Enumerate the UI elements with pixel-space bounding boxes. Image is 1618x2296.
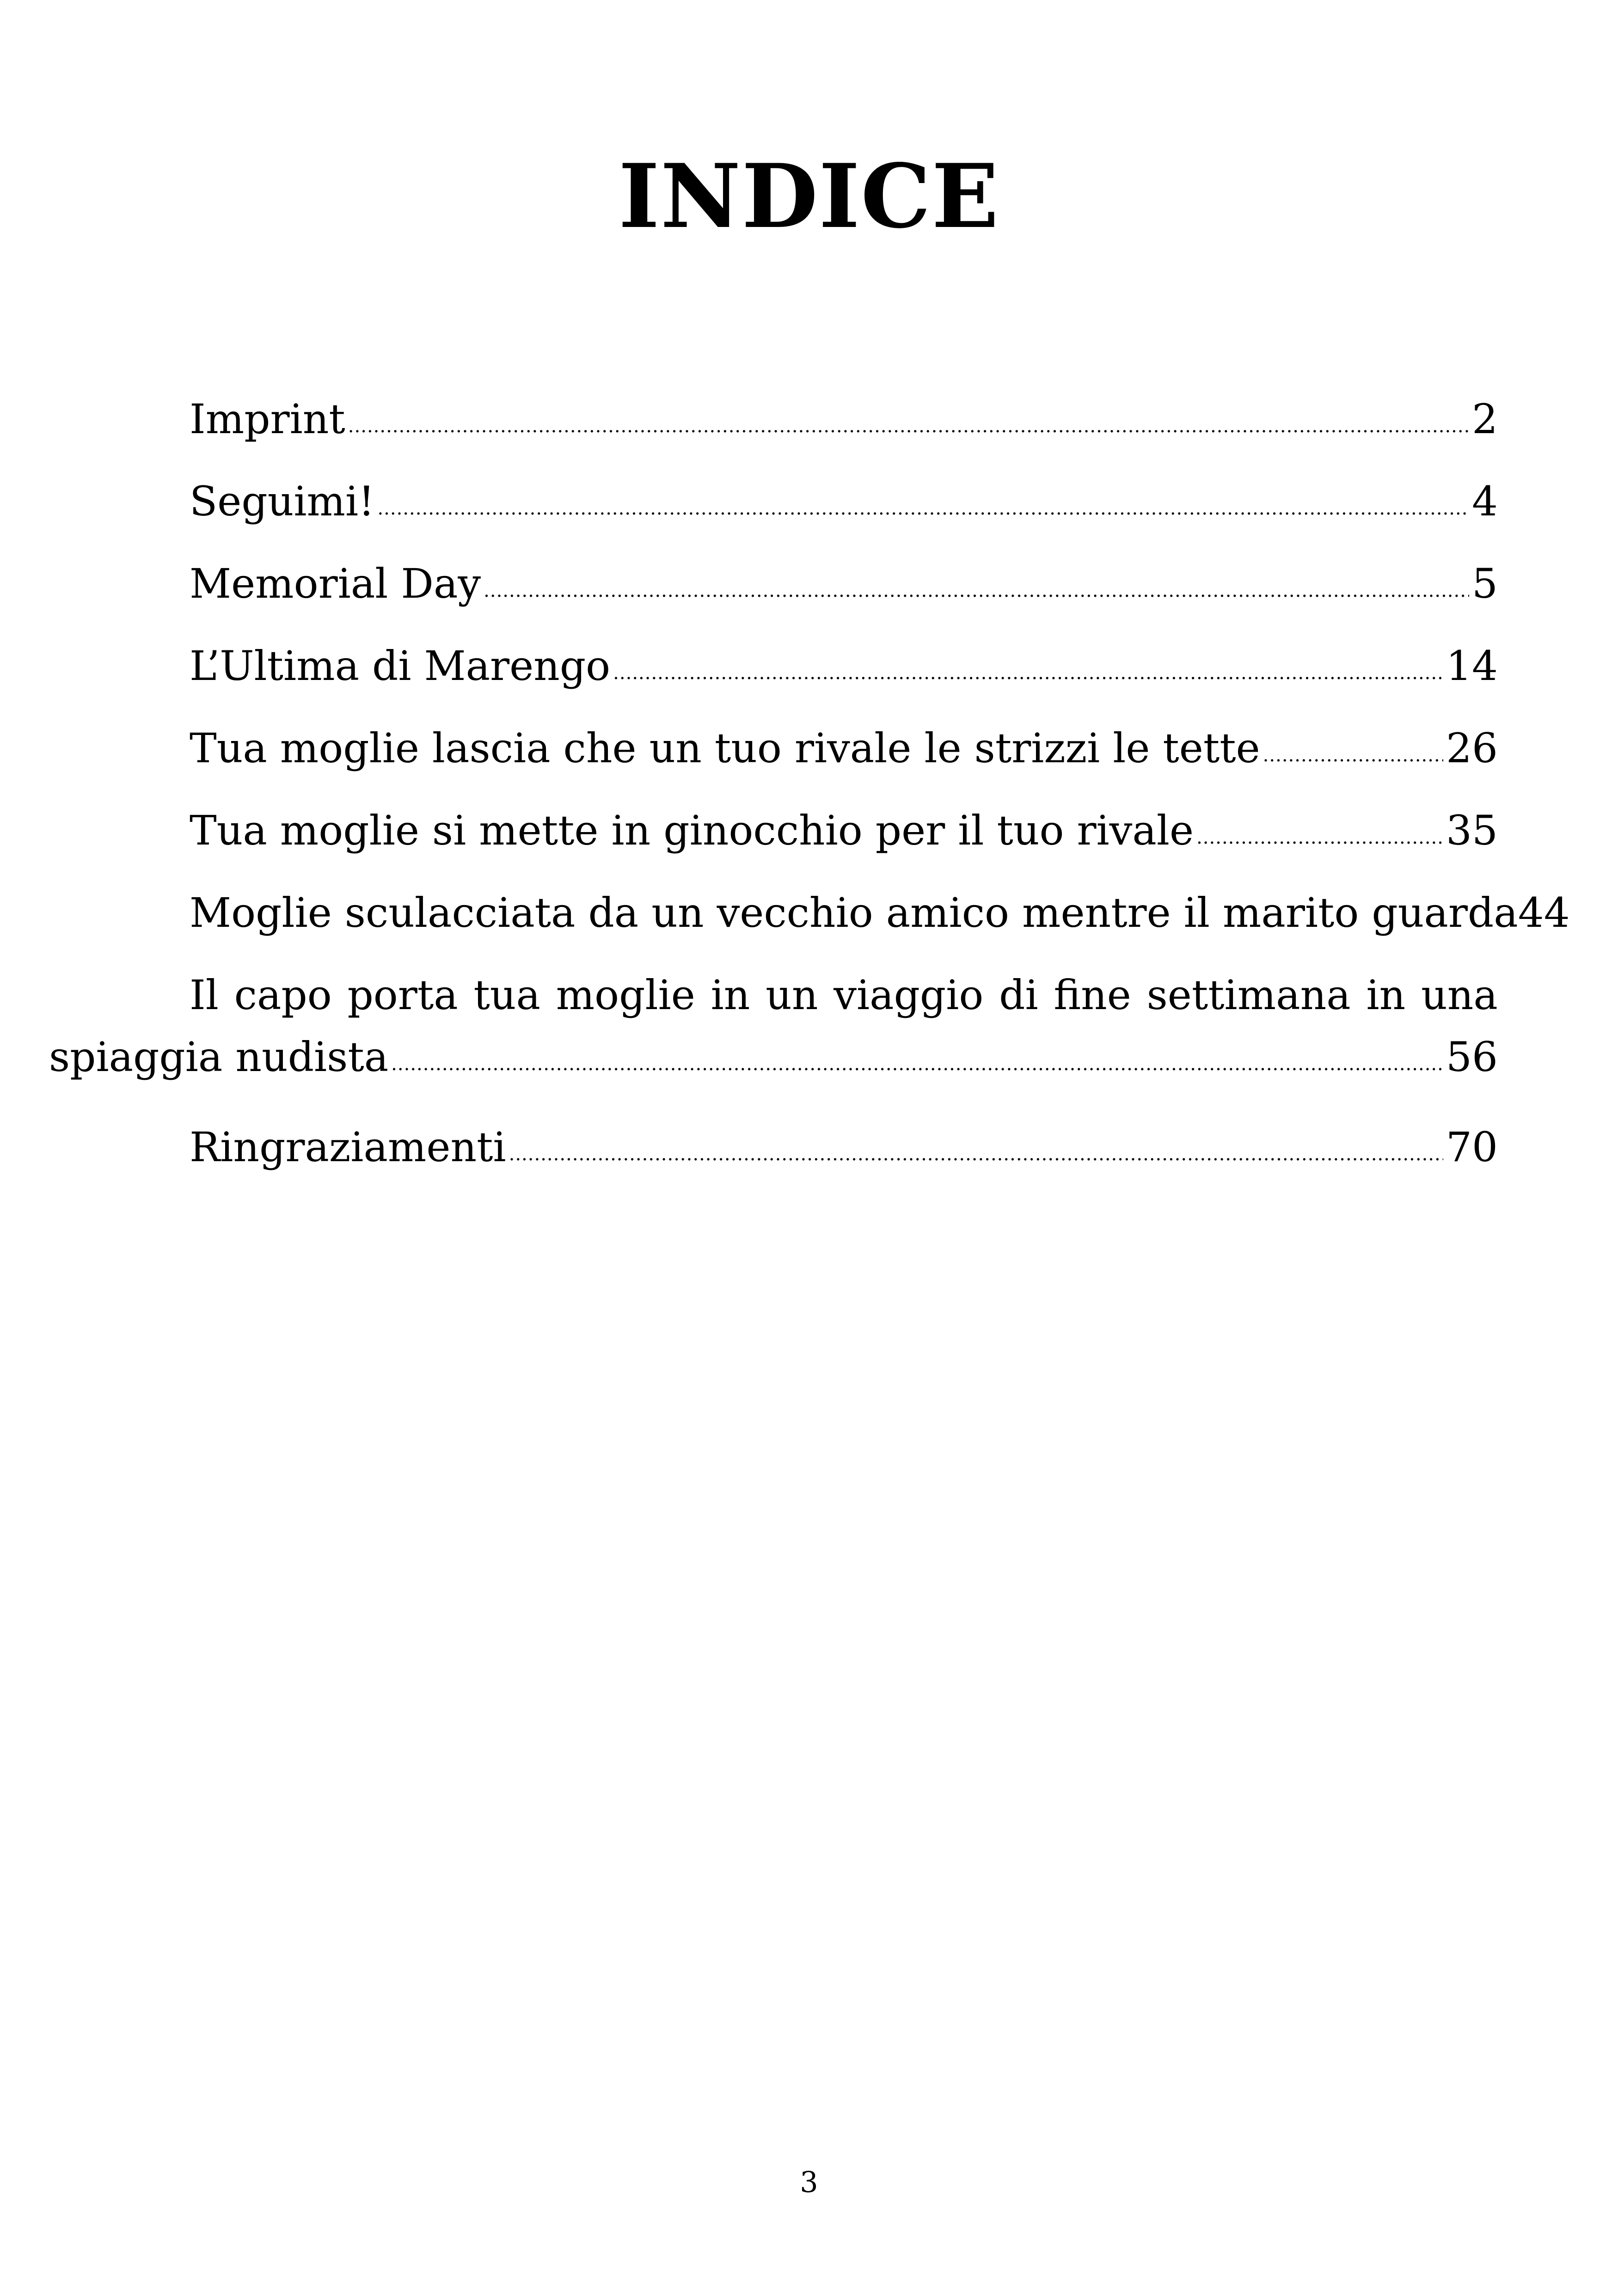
toc-entry-page: 5 [1472,560,1498,607]
toc-entry-title: Seguimi! [190,478,375,525]
dot-leader [377,470,1469,539]
toc-entry-title: Tua moglie si mette in ginocchio per il tuo rivale [190,807,1194,854]
toc-entry-title: Tua moglie lascia che un tuo rivale le strizzi le tette [190,724,1260,772]
word: settimana [1146,971,1351,1019]
word: in [1366,971,1406,1019]
toc-entry-title: Imprint [190,395,345,443]
word: Il [190,971,219,1019]
dot-leader [613,634,1443,704]
toc-entry[interactable] [119,1116,1498,1178]
toc-entry-page: 44 [1518,889,1570,937]
toc-entry-title: Memorial Day [190,560,481,607]
toc-entry-page: 56 [1446,1033,1498,1081]
word: fine [1054,971,1131,1019]
dot-leader [391,1025,1443,1095]
toc-entry-page: 35 [1446,807,1498,854]
word: in [711,971,750,1019]
word: moglie [556,971,695,1019]
page-title: INDICE [618,145,1000,248]
toc-entry-title: L’Ultima di Marengo [190,642,611,690]
toc-entry-page: 70 [1446,1123,1498,1171]
word: viaggio [834,971,984,1019]
table-of-contents [49,388,1570,1199]
dot-leader [1196,799,1443,869]
word: di [999,971,1038,1019]
toc-entry[interactable] [119,635,1498,697]
toc-entry-page: 4 [1472,478,1498,525]
word: tua [473,971,540,1019]
word: capo [234,971,332,1019]
word: porta [347,971,458,1019]
toc-entry[interactable] [119,717,1498,779]
toc-entry-page: 2 [1472,395,1498,443]
toc-entry[interactable] [119,471,1498,533]
dot-leader [1263,716,1443,786]
dot-leader [509,1115,1443,1185]
toc-entry[interactable] [119,388,1498,450]
toc-entry[interactable] [119,800,1498,862]
toc-entry-title-line2: spiaggia nudista [49,1033,389,1081]
word: un [766,971,818,1019]
page-number: 3 [800,2165,818,2199]
toc-entry-page: 14 [1446,642,1498,690]
word: una [1421,971,1498,1019]
toc-entry[interactable] [49,964,1498,1096]
toc-entry-page: 26 [1446,724,1498,772]
toc-entry[interactable] [119,882,1570,944]
toc-entry[interactable] [119,553,1498,615]
toc-entry-title: Ringraziamenti [190,1123,506,1171]
toc-entry-title-line1 [119,964,1498,1026]
toc-entry-title: Moglie sculacciata da un vecchio amico mentre il marito guarda [190,889,1518,937]
dot-leader [348,387,1469,457]
dot-leader [484,552,1469,622]
